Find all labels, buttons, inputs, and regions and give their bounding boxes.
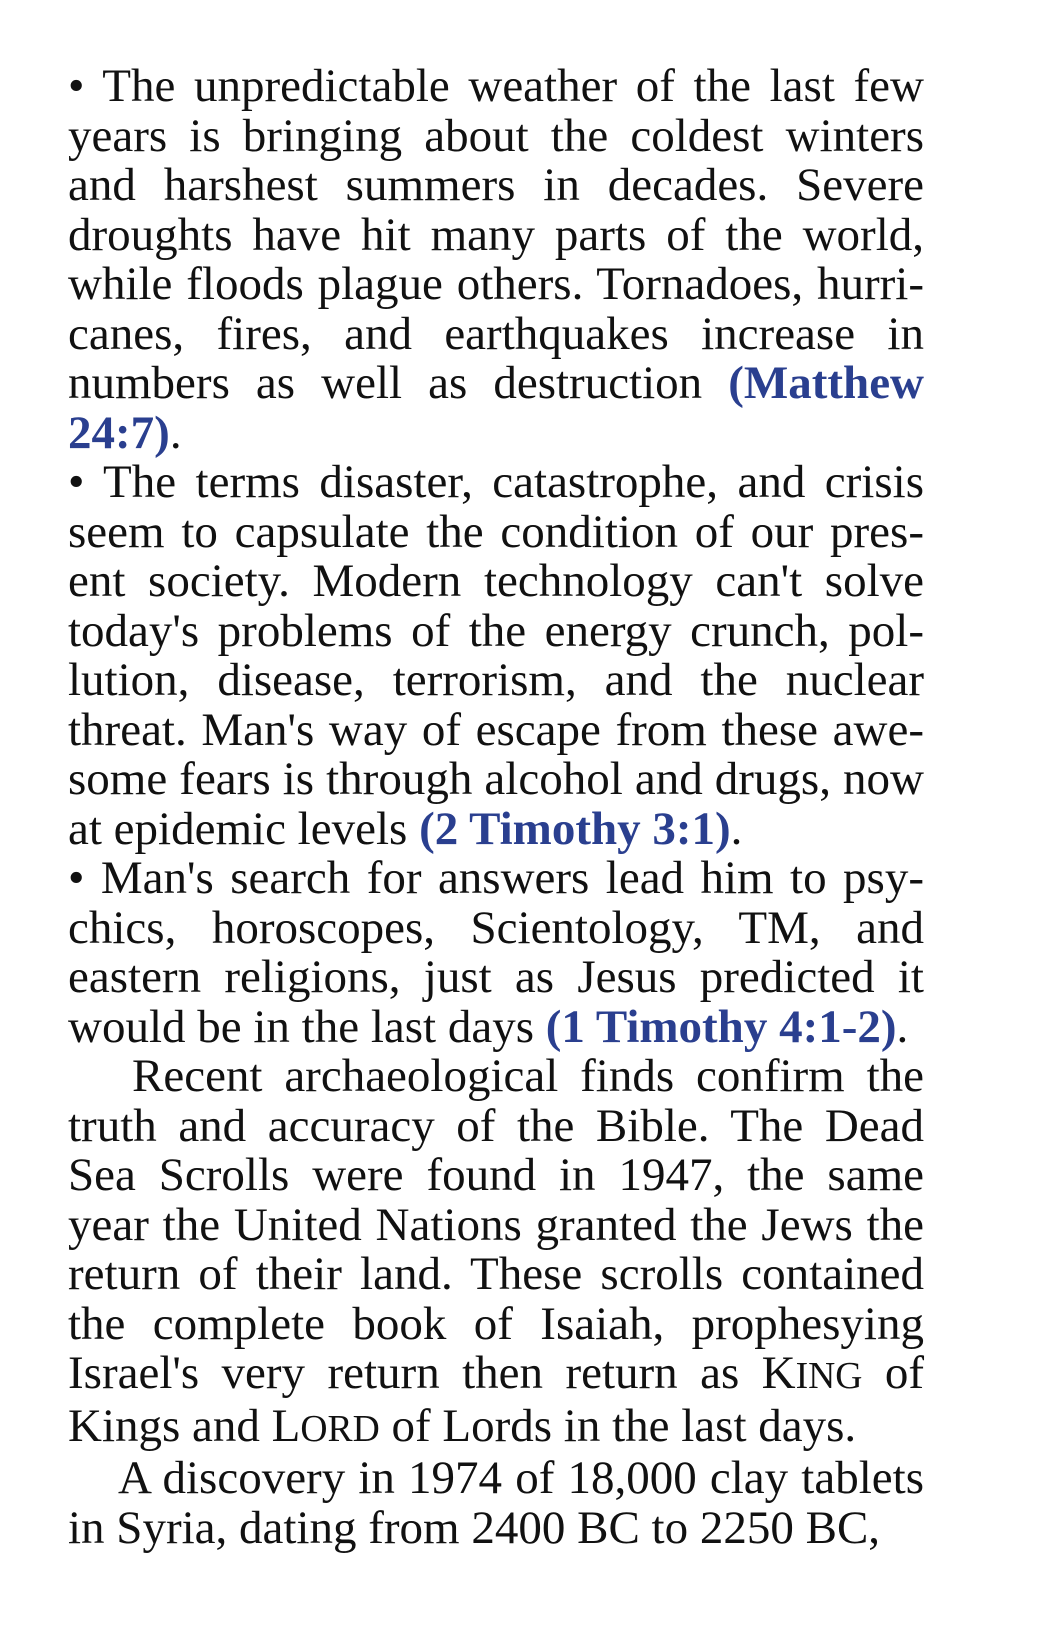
- scripture-reference: (2 Timothy 3:1): [419, 802, 731, 855]
- bullet-paragraph-search: [68, 854, 924, 1052]
- paragraph-archaeology: [68, 1052, 924, 1454]
- small-caps-lord: LORD: [271, 1399, 380, 1452]
- paragraph-clay-tablets: [68, 1454, 924, 1553]
- bullet-paragraph-weather: [68, 62, 924, 458]
- scripture-reference: (1 Timothy 4:1-2): [545, 1000, 897, 1053]
- scripture-reference: (Matthew 24:7): [68, 357, 924, 459]
- paragraph-text: • The unpredictable weather of the last few years is bringing about the coldest winters and harshest summers in decades. Severe droughts have hit many parts of the world, while floods plague others. Tornadoes, hurricanes, fires, and earthquakes increase in numbers as well as destruction: [68, 60, 924, 409]
- punctuation: .: [730, 802, 743, 855]
- paragraph-text: A discovery in 1974 of 18,000 clay tablets in Syria, dating from 2400 BC to 2250 BC,: [68, 1452, 924, 1554]
- paragraph-text: Recent archaeological finds confirm the truth and accuracy of the Bible. The Dead Sea Scrolls were found in 1947, the same year the United Nations granted the Jews the return of their land. These scrolls contained the complete book of Isaiah, prophesying Israel's very return then return as: [68, 1050, 924, 1399]
- document-page: [68, 62, 924, 1553]
- paragraph-text: • Man's search for answers lead him to psychics, horoscopes, Scientology, TM, and eastern religions, just as Jesus predicted it would be in the last days: [68, 852, 924, 1053]
- paragraph-text: of Lords in the last days.: [379, 1399, 857, 1452]
- small-caps-king: KING: [761, 1347, 863, 1399]
- bullet-paragraph-crisis: [68, 458, 924, 854]
- punctuation: .: [896, 1000, 909, 1053]
- punctuation: .: [169, 406, 182, 459]
- paragraph-text: of Kings and: [68, 1347, 924, 1452]
- paragraph-text: • The terms disaster, catastrophe, and crisis seem to capsulate the condition of our present society. Modern technology can't solve today's problems of the energy crunch, pollution, disease, terrorism, and the nuclear threat. Man's way of escape from these awesome fears is through alcohol and drugs, now at epidemic levels: [68, 456, 924, 855]
